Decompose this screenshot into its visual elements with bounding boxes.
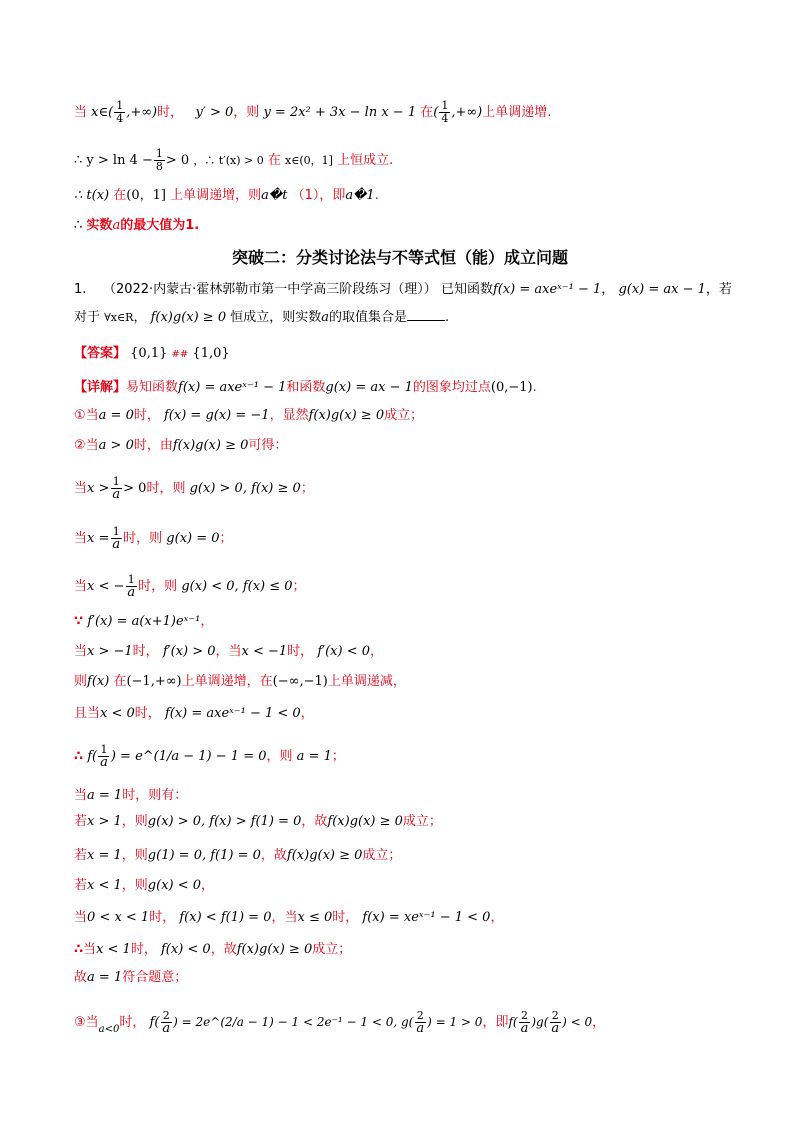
text: ，: [601, 282, 615, 297]
math: (−1,+∞): [126, 674, 182, 689]
detail-line-8: [74, 642, 383, 662]
math: (0,−1): [490, 380, 533, 395]
denominator: a: [162, 1021, 171, 1036]
math: x ≤ 0: [297, 910, 333, 925]
text: ，则: [121, 848, 148, 863]
text: .: [445, 310, 450, 325]
text: 故: [74, 970, 88, 985]
math: a�t: [261, 188, 288, 203]
math: x < 0: [100, 706, 135, 721]
math: f(x) = g(x) = −1: [164, 408, 270, 423]
text-line-1: [74, 100, 551, 125]
math: f(x): [87, 674, 110, 689]
text: 当: [83, 942, 97, 957]
text: 在: [113, 674, 127, 689]
text: ，故: [260, 848, 287, 863]
math: x >: [87, 481, 110, 496]
detail-line-18: [74, 968, 187, 988]
problem-line-1: [74, 280, 732, 300]
text: ；: [331, 749, 345, 764]
text: ，故: [210, 942, 237, 957]
detail-line-4: [74, 476, 314, 501]
answer-blank: [407, 308, 445, 321]
denominator: a: [416, 1021, 425, 1036]
math: x > 1: [87, 814, 122, 829]
detail-line-6: [74, 574, 306, 599]
text: 当: [74, 910, 88, 925]
text: 的最大值为1.: [120, 218, 200, 233]
text: 时，则: [138, 579, 178, 594]
text: 在: [267, 153, 281, 168]
text: 实数: [86, 218, 113, 233]
text: 时，则: [123, 531, 163, 546]
math: y′ > 0: [195, 105, 234, 120]
numerator: 2: [162, 1009, 170, 1022]
text: ；: [292, 579, 306, 594]
text: 时，: [130, 942, 157, 957]
math: a: [112, 218, 121, 233]
numerator: 2: [551, 1009, 559, 1022]
text: （1），即: [291, 188, 346, 203]
detail-line-10: [74, 704, 314, 724]
fraction: [125, 574, 137, 599]
fraction: [160, 1010, 172, 1035]
text: 成立；: [362, 848, 402, 863]
numerator: 1: [127, 573, 135, 586]
text: ∴: [74, 749, 84, 764]
separator: ##: [171, 349, 189, 360]
text: ；: [300, 481, 314, 496]
answer-line: [74, 344, 230, 365]
text: 且当: [74, 706, 101, 721]
math: ) < 0: [562, 1015, 593, 1029]
text: 上恒成立.: [337, 153, 394, 168]
math: )g(: [531, 1015, 549, 1029]
fraction: [98, 744, 110, 769]
text: 时，: [287, 644, 314, 659]
problem-number: 1.: [74, 282, 87, 297]
text: ，: [133, 310, 147, 325]
fraction: [519, 1010, 531, 1035]
text: ，当: [215, 644, 242, 659]
numerator: 1: [112, 475, 120, 488]
text: 当: [74, 105, 88, 120]
text: 时，: [157, 105, 184, 120]
math: f(: [87, 749, 98, 764]
math: f(x) < 0: [160, 942, 211, 957]
fraction: [439, 100, 450, 125]
text: 时，由: [133, 438, 173, 453]
math: f(x)g(x) ≥ 0: [327, 814, 403, 829]
text: ，: [370, 644, 384, 659]
math: x < 1: [87, 878, 122, 893]
math: x < 1: [96, 942, 131, 957]
text: .: [374, 188, 379, 203]
math: f(x)g(x) ≥ 0: [308, 408, 385, 423]
math: g(1) = 0, f(1) = 0: [147, 848, 261, 863]
fraction: [549, 1010, 561, 1035]
text: ，故: [301, 814, 328, 829]
detail-line-2: [74, 406, 423, 426]
detail-line-19: [74, 1010, 605, 1040]
denominator: 4: [441, 112, 449, 125]
text: 上单调递增.: [482, 105, 552, 120]
denominator: a: [127, 585, 136, 600]
math: a = 1: [296, 749, 332, 764]
fraction: [110, 476, 122, 501]
text: 在: [420, 105, 434, 120]
math: f(x) = axeˣ⁻¹ − 1: [178, 380, 287, 395]
text-line-2: [74, 148, 393, 173]
detail-line-9: [74, 672, 406, 692]
math: g(x) > 0, f(x) ≥ 0: [189, 481, 301, 496]
text: ，则: [121, 878, 148, 893]
text: 时，: [133, 408, 160, 423]
math: g(x) = 0: [166, 531, 220, 546]
math: a: [321, 310, 330, 325]
text: ，: [490, 910, 504, 925]
answer-value: {1,0}: [192, 346, 230, 361]
math: ,+∞): [126, 105, 158, 120]
detail-line-13: [74, 812, 442, 832]
text: ，则: [233, 105, 260, 120]
text: 可得：: [248, 438, 288, 453]
numerator: 1: [100, 743, 108, 756]
denominator: a: [112, 537, 121, 552]
math: x∈(0，1]: [285, 154, 333, 167]
detail-line-7: [74, 612, 213, 632]
text: 上单调递增，在: [181, 674, 273, 689]
text: ，当: [271, 910, 298, 925]
math: x = 1: [87, 848, 122, 863]
denominator: a: [551, 1021, 560, 1036]
math: ) = 1 > 0: [427, 1015, 483, 1029]
text: 易知函数: [126, 380, 179, 395]
math: > 0: [123, 481, 147, 496]
detail-line-15: [74, 876, 214, 896]
text: 则: [74, 674, 88, 689]
math: a = 1: [87, 970, 123, 985]
text: 恒成立，则实数: [230, 310, 322, 325]
text: 当: [74, 788, 88, 803]
math: f(: [149, 1015, 160, 1030]
text: ①当: [74, 408, 99, 423]
math: x∈(: [91, 105, 114, 120]
text: ③当: [74, 1015, 99, 1030]
detail-line-3: [74, 436, 287, 456]
numerator: 2: [520, 1009, 528, 1022]
detail-line-17: [74, 940, 351, 960]
answer-label: 【答案】: [74, 346, 127, 361]
math: ∴ y > ln 4 −: [74, 153, 153, 168]
math: x > −1: [87, 644, 133, 659]
math: ∴ t(x): [74, 188, 110, 203]
text: ，显然: [269, 408, 309, 423]
text: 若: [74, 814, 88, 829]
math: f(: [508, 1015, 518, 1029]
math: ) = e^(1/a − 1) − 1 = 0: [110, 749, 267, 764]
math: a = 1: [87, 788, 123, 803]
text: 对于: [74, 310, 101, 325]
math: f′(x) > 0: [162, 644, 216, 659]
text: ，则: [266, 749, 293, 764]
text: ②当: [74, 438, 99, 453]
text: 成立；: [402, 814, 442, 829]
detail-line-5: [74, 526, 233, 551]
detail-line-11: [74, 744, 345, 769]
text: 成立；: [384, 408, 424, 423]
text: 若: [74, 848, 88, 863]
section-title: 突破二：分类讨论法与不等式恒（能）成立问题: [231, 248, 568, 267]
text: 时，: [134, 706, 161, 721]
text: 时，: [149, 910, 176, 925]
text: 当: [74, 644, 88, 659]
math: a = 0: [98, 408, 134, 423]
denominator: a: [100, 755, 108, 770]
text: 的取值集合是: [329, 310, 408, 325]
math: f(x)g(x) ≥ 0: [286, 848, 363, 863]
text: 时，: [119, 1015, 146, 1030]
detail-line-16: [74, 908, 503, 928]
math: (−∞,−1): [272, 674, 328, 689]
numerator: 1: [112, 525, 120, 538]
fraction: [110, 526, 122, 551]
math: ，∴ t′(x) > 0: [193, 154, 264, 167]
fraction: [154, 148, 165, 173]
text: 已知函数: [440, 282, 493, 297]
math: x =: [87, 531, 110, 546]
text: ，: [200, 614, 214, 629]
denominator: 4: [116, 112, 124, 125]
detail-line-12: [74, 786, 187, 806]
math: ) = 2e^(2/a − 1) − 1 < 2e⁻¹ − 1 < 0, g(: [173, 1015, 414, 1029]
text: 当: [74, 579, 88, 594]
math: (0，1]: [126, 188, 166, 203]
fraction: [414, 1010, 426, 1035]
text-line-4: [74, 216, 199, 236]
math: f(x)g(x) ≥ 0: [172, 438, 249, 453]
text: ，: [592, 1015, 606, 1030]
math: ,+∞): [451, 105, 483, 120]
text-line-3: [74, 186, 379, 206]
math: a<0: [98, 1024, 120, 1035]
text: ；: [219, 531, 233, 546]
detail-line-14: [74, 846, 401, 866]
text: ∵: [74, 614, 84, 629]
numerator: 1: [116, 99, 124, 112]
math: g(x) = ax − 1: [618, 282, 706, 297]
math: f(x) = axeˣ⁻¹ − 1 < 0: [164, 706, 301, 721]
text: ∴: [74, 942, 84, 957]
text: 当: [74, 531, 88, 546]
text: 上单调递增，则: [170, 188, 262, 203]
text: ，即: [482, 1015, 509, 1030]
math: f(x) < f(1) = 0: [179, 910, 272, 925]
math: f′(x) < 0: [317, 644, 370, 659]
text: 上单调递减，: [327, 674, 406, 689]
text: 符合题意；: [122, 970, 188, 985]
text: 时，: [332, 910, 359, 925]
problem-line-2: [74, 308, 449, 328]
text: 和函数: [286, 380, 326, 395]
text: 的图象均过点: [412, 380, 491, 395]
math: f(x)g(x) ≥ 0: [150, 310, 227, 325]
text: ，若: [705, 282, 732, 297]
problem-source: （2022·内蒙古·霍林郭勒市第一中学高三阶段练习（理））: [102, 282, 437, 297]
text: 时，则: [146, 481, 186, 496]
text: .: [532, 380, 537, 395]
text: 时，则有：: [122, 788, 188, 803]
math: ∀x∈R: [104, 311, 134, 324]
numerator: 1: [441, 99, 449, 112]
text: 成立；: [312, 942, 352, 957]
text: 在: [113, 188, 127, 203]
math: x < −1: [241, 644, 288, 659]
text: ，: [300, 706, 314, 721]
text: 若: [74, 878, 88, 893]
math: a�1: [345, 188, 375, 203]
math: x < −: [87, 579, 125, 594]
denominator: a: [112, 487, 121, 502]
math: f(x) = axeˣ⁻¹ − 1: [492, 282, 602, 297]
math: 0 < x < 1: [87, 910, 150, 925]
math: f(x)g(x) ≥ 0: [236, 942, 313, 957]
math: g(x) > 0, f(x) > f(1) = 0: [147, 814, 302, 829]
detail-label: 【详解】: [74, 380, 127, 395]
denominator: 8: [155, 160, 163, 173]
math: f′(x) = a(x+1)eˣ⁻¹: [87, 614, 201, 629]
math: (: [433, 105, 439, 120]
text: 时，: [132, 644, 159, 659]
answer-value: {0,1}: [130, 346, 168, 361]
math: g(x) < 0: [147, 878, 202, 893]
text: ，: [201, 878, 215, 893]
text: 当: [74, 481, 88, 496]
math: y = 2x² + 3x − ln x − 1: [263, 105, 417, 120]
math: > 0: [165, 153, 190, 168]
detail-line-1: [74, 378, 537, 398]
math: f(x) = xeˣ⁻¹ − 1 < 0: [362, 910, 491, 925]
fraction: [114, 100, 125, 125]
math: g(x) = ax − 1: [325, 380, 413, 395]
math: a > 0: [98, 438, 134, 453]
numerator: 1: [155, 147, 163, 160]
text: ∴: [74, 218, 83, 233]
math: g(x) < 0, f(x) ≤ 0: [181, 579, 293, 594]
numerator: 2: [416, 1009, 424, 1022]
text: ，则: [121, 814, 148, 829]
denominator: a: [520, 1021, 529, 1036]
